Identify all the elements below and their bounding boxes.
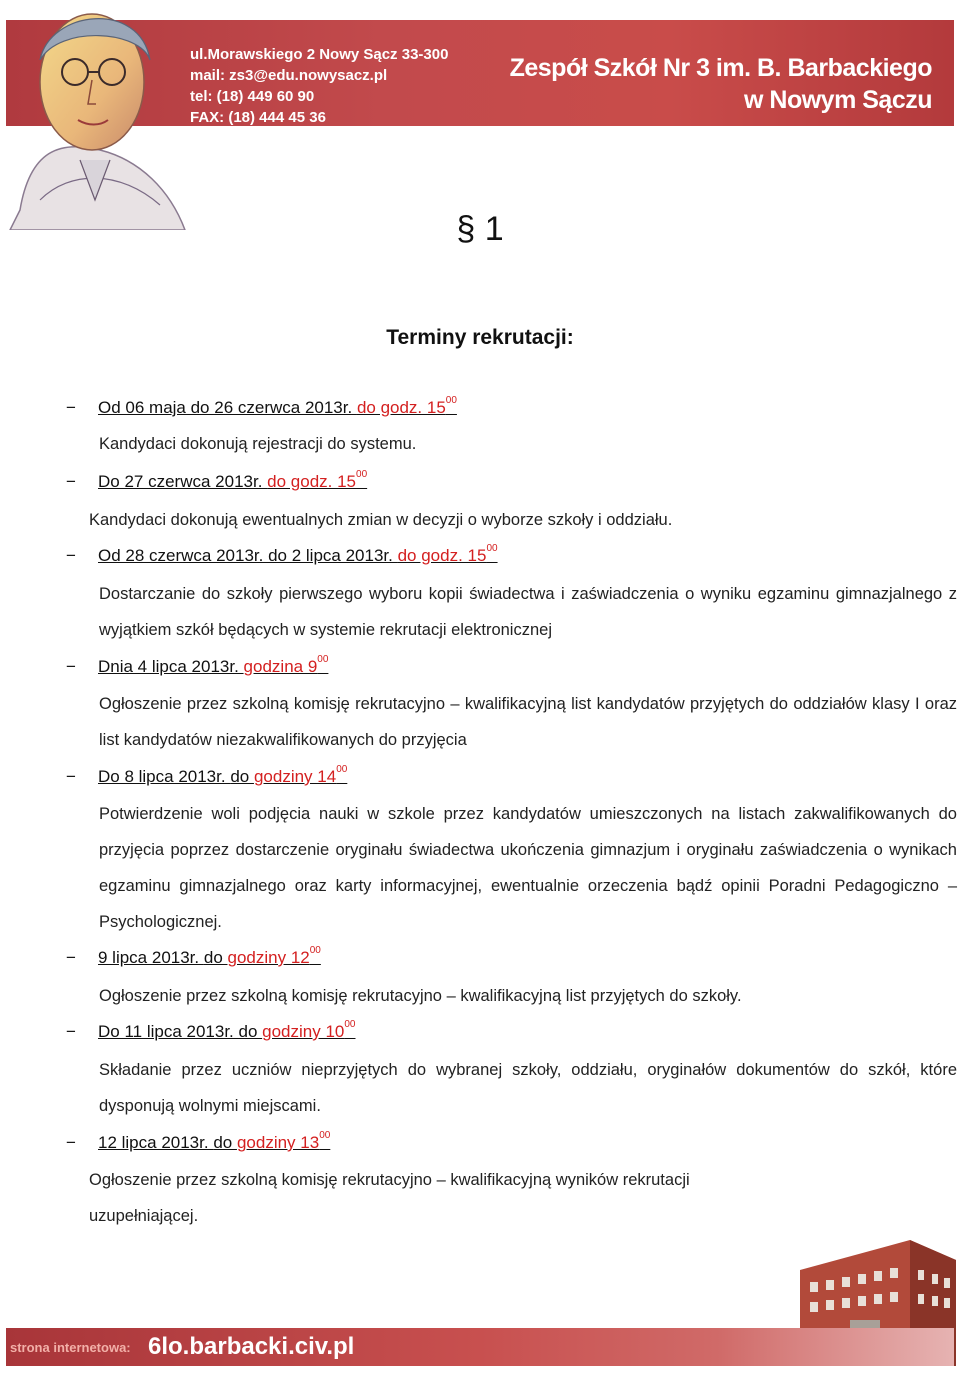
item-connector: do [238,1022,263,1041]
website-link[interactable]: 6lo.barbacki.civ.pl [148,1333,355,1360]
item-time: do godz. 15 [267,472,357,491]
footer-label: strona internetowa: [10,1340,131,1355]
item-time-minutes: 00 [486,543,498,554]
item-date: Do 11 lipca 2013r. [98,1022,239,1041]
item-date: Do 8 lipca 2013r. [98,767,231,786]
item-time: do godz. 15 [356,398,446,417]
mail-line: mail: zs3@edu.nowysacz.pl [190,67,388,84]
contact-info [190,44,448,128]
item-date: Od 28 czerwca 2013r. do 2 lipca 2013r. [98,546,398,565]
item-time: godziny 14 [253,767,337,786]
item-date-line [98,654,329,677]
item-time: godziny 10 [262,1022,345,1041]
school-name-line1: Zespół Szkół Nr 3 im. B. Barbackiego [509,54,932,82]
item-time-minutes: 00 [309,945,321,956]
item-date-line [98,1130,331,1153]
item-date: 9 lipca 2013r. [98,948,204,967]
item-date: Od 06 maja do 26 czerwca 2013r. [98,398,357,417]
item-time: do godz. 15 [397,546,487,565]
item-date-line [98,395,457,418]
item-date: Do 27 czerwca 2013r. [98,472,268,491]
fax-line: FAX: (18) 444 45 36 [190,109,326,126]
schedule-item-description: Ogłoszenie przez szkolną komisję rekrutacyjno – kwalifikacyjną list kandydatów przyjętych do oddziałów klasy I oraz list kandydatów niezakwalifikowanych do przyjęcia [99,695,957,749]
page-title: Terminy rekrutacji: [386,326,574,349]
dash-bullet: − [66,767,76,786]
dash-bullet: − [66,1133,76,1152]
portrait-illustration [0,0,190,230]
schedule-item-description: Kandydaci dokonują ewentualnych zmian w decyzji o wyborze szkoły i oddziału. [89,511,673,529]
item-time-minutes: 00 [319,1130,331,1141]
item-date: 12 lipca 2013r. [98,1133,214,1152]
item-connector: do [213,1133,237,1152]
dash-bullet: − [66,546,76,565]
item-date: Dnia 4 lipca 2013r. [98,657,244,676]
item-date-line [98,764,348,787]
item-time-minutes: 00 [344,1019,356,1030]
address-line: ul.Morawskiego 2 Nowy Sącz 33-300 [190,46,449,63]
dash-bullet: − [66,1022,76,1041]
schedule-item-description: Dostarczanie do szkoły pierwszego wyboru kopii świadectwa i zaświadczenia o wyniku egzaminu gimnazjalnego z wyjątkiem szkół będących w systemie rekrutacji elektronicznej [99,585,957,639]
item-date-line [98,469,368,492]
item-time: godziny 13 [236,1133,320,1152]
section-mark: § 1 [456,210,504,248]
item-time: godzina 9 [243,657,318,676]
item-time-minutes: 00 [317,654,329,665]
schedule-item-description: Składanie przez uczniów nieprzyjętych do wybranej szkoły, oddziału, oryginałów dokumentów do szkół, które dysponują wolnymi miejscami. [99,1061,957,1115]
dash-bullet: − [66,398,76,417]
item-time-minutes: 00 [336,764,348,775]
item-date-line [98,945,321,968]
item-time-minutes: 00 [445,395,457,406]
school-name-line2: w Nowym Sączu [744,86,932,114]
item-connector: do [203,948,228,967]
item-time: godziny 12 [227,948,310,967]
dash-bullet: − [66,948,76,967]
dash-bullet: − [66,657,76,676]
school-name [510,52,932,116]
schedule-item-description: Potwierdzenie woli podjęcia nauki w szkole przez kandydatów umieszczonych na listach zakwalifikowanych do przyjęcia poprzez dostarczenie oryginału świadectwa ukończenia gimnazjum i oryginału zaświadczenia o wynikach egzaminu gimnazjalnego oraz karty informacyjnej, ewentualnie orzeczenia bądź opinii Poradni Pedagogiczno – Psychologicznej. [99,805,957,931]
tel-line: tel: (18) 449 60 90 [190,88,315,105]
item-date-line [98,543,498,566]
item-date-line [98,1019,356,1042]
schedule-item-description: Kandydaci dokonują rejestracji do systemu. [99,435,417,453]
schedule-item-description: Ogłoszenie przez szkolną komisję rekrutacyjno – kwalifikacyjną list przyjętych do szkoły. [99,987,742,1005]
dash-bullet: − [66,472,76,491]
item-time-minutes: 00 [356,469,368,480]
item-connector: do [230,767,254,786]
schedule-item-description: Ogłoszenie przez szkolną komisję rekrutacyjno – kwalifikacyjną wyników rekrutacji uzupełniającej. [89,1171,690,1225]
